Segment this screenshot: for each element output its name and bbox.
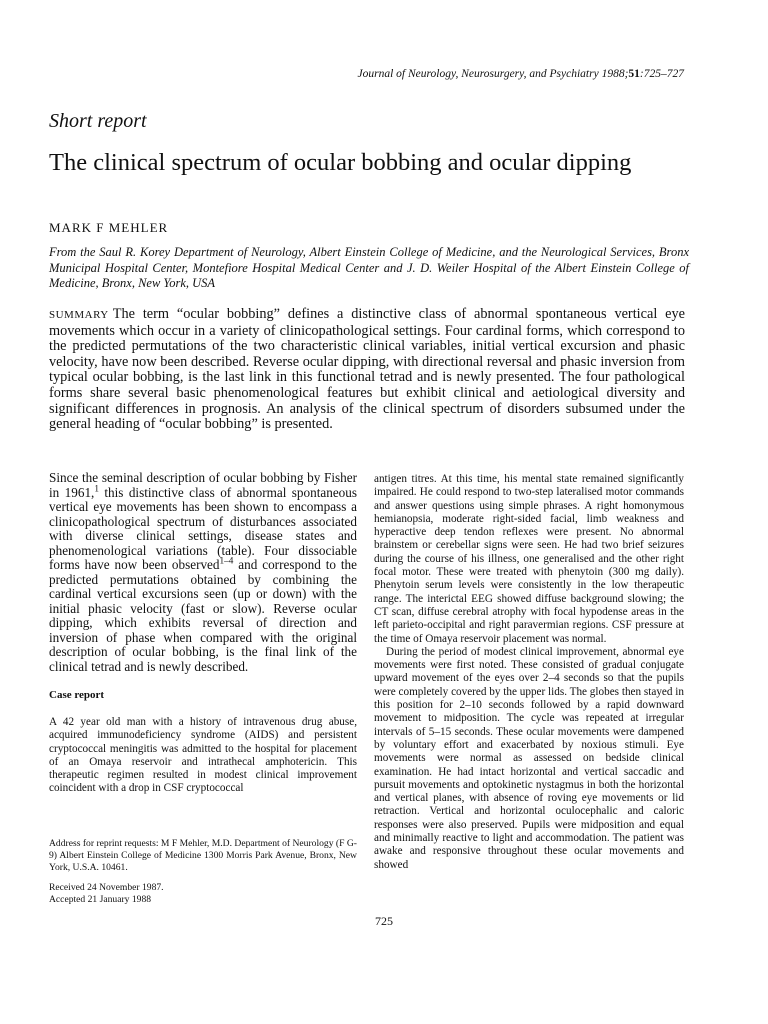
reprint-address: Address for reprint requests: M F Mehler, M.D. Department of Neurology (F G-9) Albert Einstein College of Medicine 1300 Morris Park Avenue, Bronx, New York, U.S.A. 10461. <box>49 838 357 874</box>
author-name: MARK F MEHLER <box>49 220 169 235</box>
summary-text: The term “ocular bobbing” defines a distinctive class of abnormal spontaneous vertical eye movements which occur in a variety of clinicopathological settings. Four cardinal forms, which correspond to the predicted permutations of the two characteristic clinical variables, initial vertical excursion and phasic velocity, have now been described. Reverse ocular dipping, with directional reversal and phasic inversion from typical ocular bobbing, is the last link in this functional tetrad and is newly presented. The four pathological forms share several basic phenomenological features but exhibit clinical and aetiological diversity and significant differences in prognosis. An analysis of the clinical spectrum of disorders subsumed under the general heading of “ocular bobbing” is presented. <box>49 306 685 433</box>
right-paragraph-2: During the period of modest clinical improvement, abnormal eye movements were first noted. These consisted of gradual conjugate upward movement of the eyes over 2–4 seconds so that the pupils were completely covered by the upper lids. The globes then stayed in this position for 2–10 seconds followed by a rapid downward movement to midposition. The cycle was repeated at irregular intervals of 5–15 seconds. These ocular movements were dampened by voluntary effort and exacerbated by noxious stimuli. Eye movements were normal as assessed on bedside clinical examination. He had intact horizontal and vertical saccadic and pursuit movements and optokinetic nystagmus in both the horizontal and vertical planes, with absence of roving eye movements or lid retraction. Vertical and horizontal oculocephalic and caloric responses were also preserved. Pupils were midposition and equal and minimally reactive to light and accommodation. The patient was awake and responsive throughout these ocular movements and showed <box>374 645 684 871</box>
journal-name: Journal of Neurology, Neurosurgery, and Psychiatry <box>357 68 599 80</box>
intro-text-3: and correspond to the predicted permutations obtained by combining the cardinal vertical excursions seen (up or down) with the initial phasic velocity (fast or slow). Reverse ocular dipping, which exhibits reversal of direction and inversion of phase when compared with the original description of ocular bobbing, is the final link of the clinical tetrad and is newly described. <box>49 557 358 674</box>
section-label: Short report <box>49 110 147 132</box>
intro-paragraph <box>49 471 357 674</box>
summary-lead: SUMMARY <box>49 309 109 321</box>
received-date: Received 24 November 1987. <box>49 882 164 893</box>
right-paragraph-1: antigen titres. At this time, his mental state remained significantly impaired. He could respond to two-step lateralised motor commands and answer questions using simple phrases. A right homonymous hemianopsia, moderate right-sided facial, limb weakness and hyperactive deep tendon reflexes were present. No abnormal brainstem or cerebellar signs were seen. He had two brief seizures during the course of his illness, one generalised and the other right focal motor. These were treated with phenytoin (300 mg daily). Phenytoin serum levels were consistently in the low therapeutic range. The interictal EEG showed diffuse background slowing; the CT scan, diffuse cerebral atrophy with focal hypodense areas in the left parieto-occipital and right paravermian regions. CSF pressure at the time of Omaya reservoir placement was normal. <box>374 473 684 645</box>
right-column <box>374 473 684 872</box>
accepted-date: Accepted 21 January 1988 <box>49 893 152 905</box>
intro-text-1: Since the seminal description of ocular bobbing by Fisher in 1961, <box>49 470 357 500</box>
case-report-paragraph: A 42 year old man with a history of intravenous drug abuse, acquired immunodeficiency syndrome (AIDS) and persistent cryptococcal meningitis was admitted to the hospital for placement of an Omaya reservoir and intrathecal amphotericin. This therapeutic regimen resulted in modest clinical improvement coincident with a drop in CSF cryptococcal <box>49 716 357 795</box>
author-affiliation: From the Saul R. Korey Department of Neurology, Albert Einstein College of Medicine, and the Neurological Services, Bronx Municipal Hospital Center, Montefiore Hospital Medical Center and J. D. Weiler Hospital of the Albert Einstein College of Medicine, Bronx, New York, USA <box>49 245 689 290</box>
article-title: The clinical spectrum of ocular bobbing and ocular dipping <box>49 149 632 176</box>
intro-text-2: this distinctive class of abnormal spontaneous vertical eye movements has been shown to encompass a clinicopathological spectrum of disturbances associated with diverse clinical settings, disease states and phenomenological variations (table). Four dissociable forms have now been observed <box>49 484 357 572</box>
reference-1: 1 <box>94 483 99 494</box>
journal-citation <box>0 67 684 81</box>
journal-volume: 51 <box>628 68 640 80</box>
journal-pages: :725–727 <box>639 68 684 80</box>
summary-paragraph <box>49 307 685 433</box>
reference-2: 1–4 <box>219 555 234 566</box>
case-report-heading: Case report <box>49 689 105 701</box>
journal-year: 1988; <box>601 68 629 80</box>
left-column <box>49 471 357 796</box>
article-dates <box>49 882 357 905</box>
page-number: 725 <box>375 914 393 928</box>
